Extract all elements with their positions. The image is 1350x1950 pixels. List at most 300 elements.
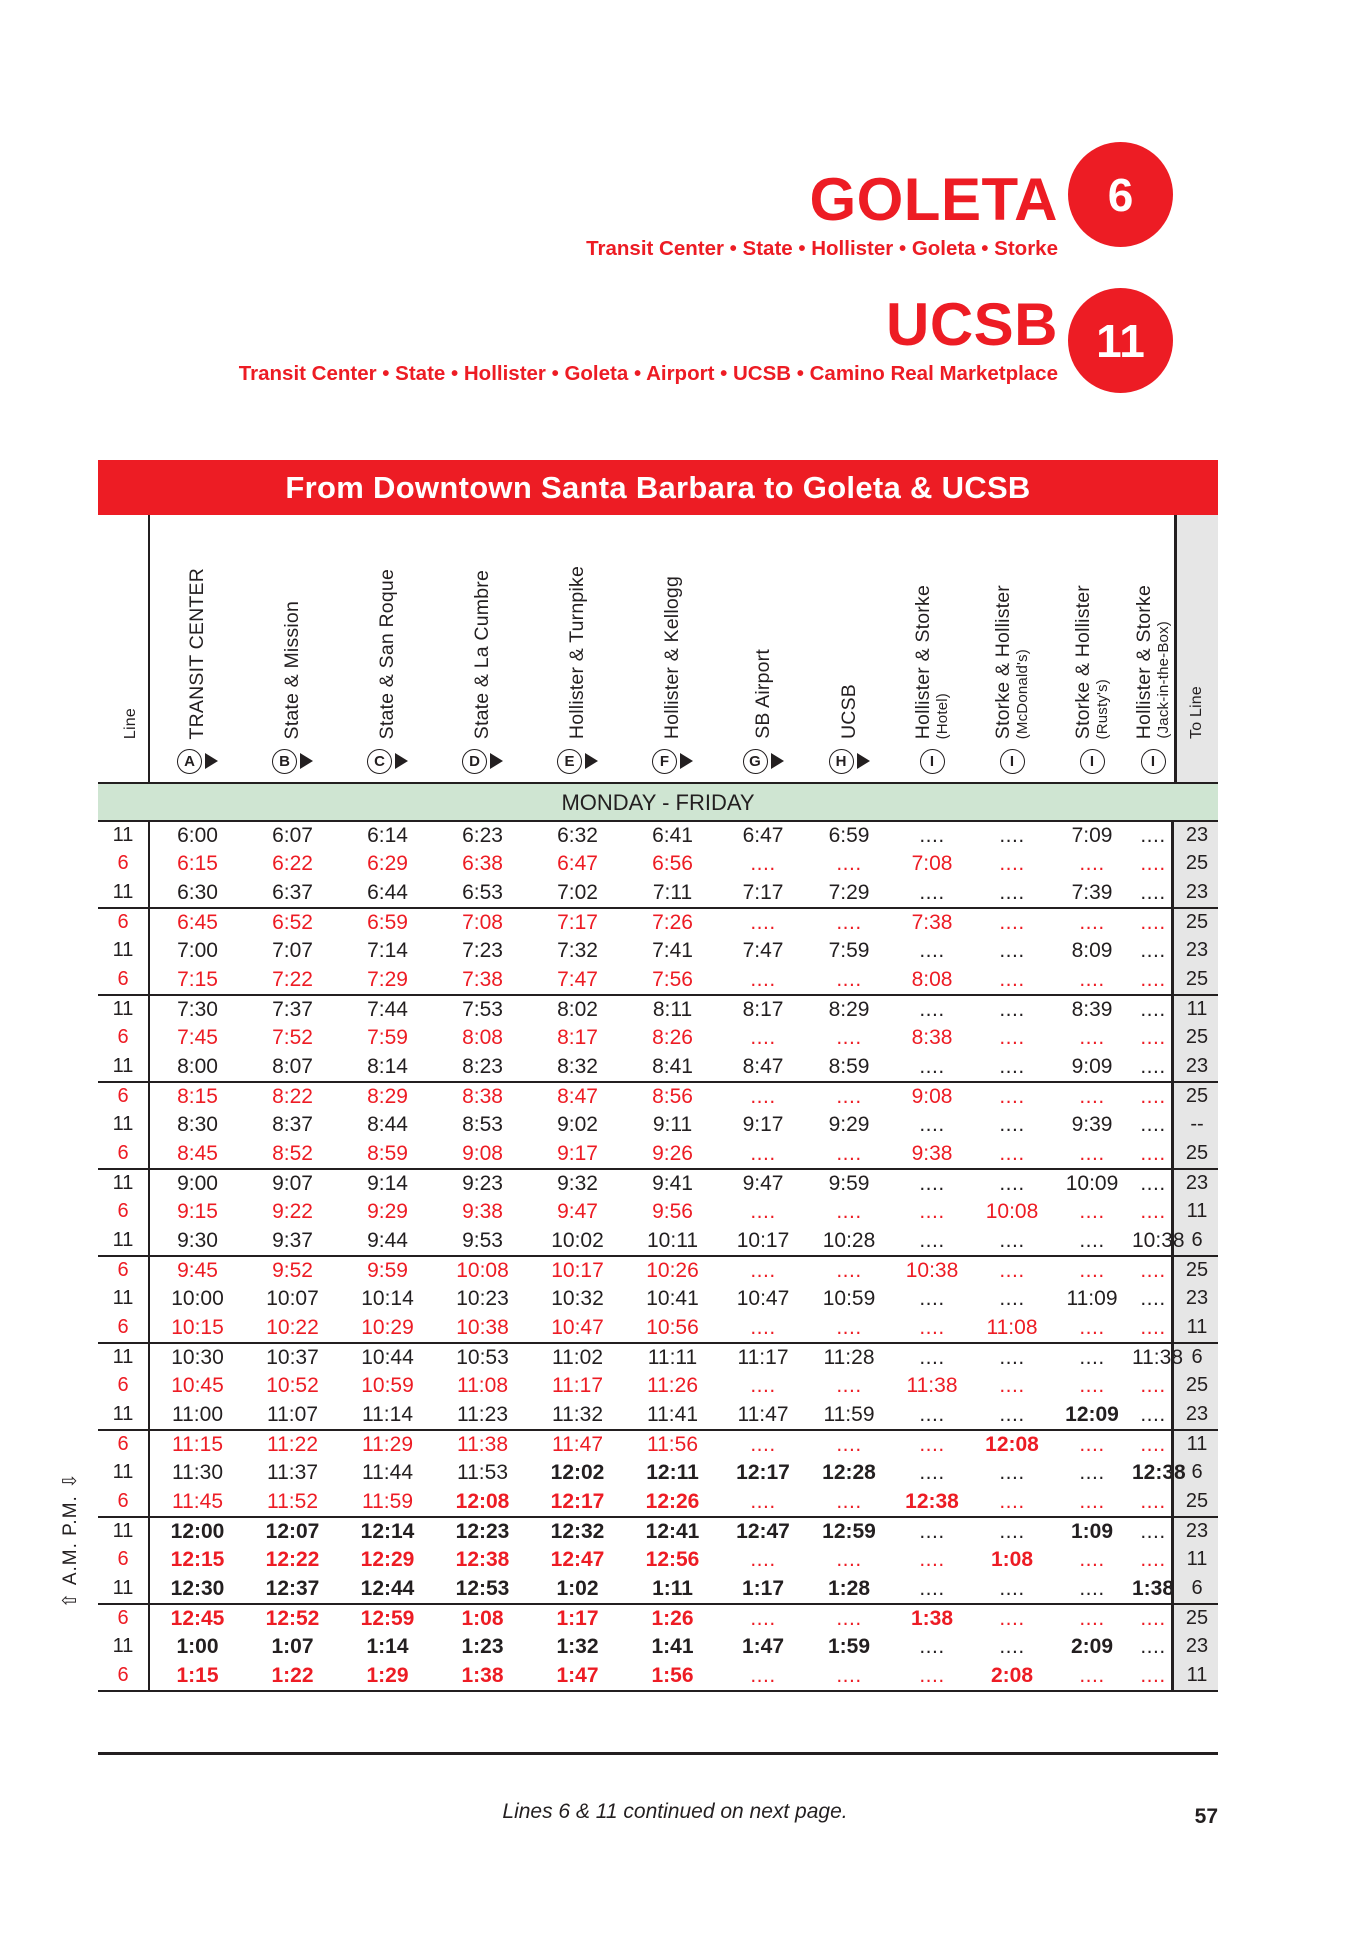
departure-time-cell: 1:14 [366,1635,409,1658]
row-line-number: 11 [112,1577,134,1599]
departure-time-cell: 1:28 [827,1577,871,1600]
departure-time-cell: 11:26 [647,1374,698,1397]
departure-time-cell: 8:59 [828,1055,870,1078]
column-header-label: Hollister & Kellogg [661,575,684,739]
departure-time-cell: 8:53 [462,1113,503,1136]
table-row [98,1632,1218,1661]
no-service-cell: .... [1140,1490,1166,1513]
no-service-cell: .... [1140,1664,1166,1687]
no-service-cell: .... [1140,1142,1166,1165]
row-line-number: 11 [112,1403,134,1425]
table-row [98,1487,1218,1516]
departure-time-cell: 9:38 [462,1200,503,1223]
row-to-line: 25 [1185,1026,1209,1048]
departure-time-cell: 1:17 [556,1607,599,1630]
departure-time-cell: 7:22 [272,968,313,991]
no-service-cell: .... [919,1403,945,1426]
no-service-cell: .... [919,824,945,847]
direction-arrow-icon [205,753,218,769]
column-header-label: Hollister & Turnpike [566,565,589,739]
page-header [0,0,1350,420]
departure-time-cell: 8:17 [557,1026,598,1049]
route-title-goleta: GOLETA [809,166,1058,233]
no-service-cell: .... [999,1520,1025,1543]
column-header-1 [245,515,340,739]
departure-time-cell: 7:52 [272,1026,313,1049]
departure-time-cell: 11:17 [737,1346,789,1369]
stop-letter-icon: C [367,749,392,774]
table-row [98,1458,1218,1487]
route-block-ucsb [60,291,1058,385]
row-line-number: 11 [112,998,134,1020]
departure-time-cell: 12:00 [170,1520,225,1543]
departure-time-cell: 12:29 [360,1548,415,1571]
departure-time-cell: 8:37 [272,1113,313,1136]
stop-marker-i-9 [972,743,1052,779]
departure-time-cell: 10:17 [736,1229,790,1252]
no-service-cell: .... [836,1548,862,1571]
departure-time-cell: 12:17 [550,1490,605,1513]
row-to-line: 25 [1185,852,1209,874]
no-service-cell: .... [1079,1229,1105,1252]
table-row [98,1603,1218,1632]
departure-time-cell: 10:30 [171,1346,224,1369]
departure-time-cell: 1:38 [910,1607,954,1630]
departure-time-cell: 10:26 [646,1259,699,1282]
row-to-line: 11 [1186,1200,1208,1222]
no-service-cell: .... [999,1055,1025,1078]
departure-time-cell: 8:02 [557,998,598,1021]
row-to-line: 11 [1186,1316,1208,1338]
no-service-cell: .... [999,911,1025,934]
table-banner: From Downtown Santa Barbara to Goleta & UCSB [98,460,1218,515]
table-row [98,1545,1218,1574]
column-header-4 [530,515,625,739]
column-header-0 [150,515,245,739]
no-service-cell: .... [1079,1461,1105,1484]
departure-time-cell: 1:23 [461,1635,504,1658]
column-header-label: State & Mission [281,600,304,739]
direction-arrow-icon [771,753,784,769]
departure-time-cell: 8:52 [272,1142,313,1165]
row-line-number: 6 [117,1142,129,1164]
stop-marker-i-11 [1132,743,1174,779]
departure-time-cell: 11:17 [552,1374,603,1397]
table-row [98,1052,1218,1081]
no-service-cell: .... [919,1316,945,1339]
row-line-number: 6 [117,1026,129,1048]
row-to-line: 11 [1186,1433,1208,1455]
departure-time-cell: 7:56 [652,968,693,991]
no-service-cell: .... [750,1374,776,1397]
departure-time-cell: 6:59 [828,824,870,847]
row-to-line: 25 [1185,911,1209,933]
departure-time-cell: 7:59 [367,1026,408,1049]
row-line-number: 6 [117,1200,129,1222]
column-header-2 [340,515,435,739]
departure-time-cell: 2:08 [990,1664,1034,1687]
row-to-line: 25 [1185,1490,1209,1512]
departure-time-cell: 7:38 [462,968,503,991]
departure-time-cell: 10:38 [1132,1229,1185,1252]
stop-letter-icon: H [829,749,854,774]
no-service-cell: .... [1079,1316,1105,1339]
no-service-cell: .... [836,1433,862,1456]
no-service-cell: .... [750,852,776,875]
row-line-number: 11 [112,824,134,846]
departure-time-cell: 7:02 [557,881,598,904]
departure-time-cell: 1:29 [366,1664,409,1687]
stop-marker-c-2 [340,743,435,779]
no-service-cell: .... [999,1172,1025,1195]
no-service-cell: .... [999,881,1025,904]
departure-time-cell: 1:22 [271,1664,314,1687]
column-header-sublabel: (Rusty's) [1093,678,1111,739]
direction-arrow-icon [300,753,313,769]
row-to-line: 25 [1185,1142,1209,1164]
no-service-cell: .... [999,852,1025,875]
row-to-line: 23 [1185,1287,1209,1309]
departure-time-cell: 10:22 [266,1316,319,1339]
column-header-label: Hollister & Storke [1133,584,1156,739]
departure-time-cell: 10:53 [456,1346,509,1369]
departure-time-cell: 10:47 [551,1316,604,1339]
departure-time-cell: 10:15 [171,1316,224,1339]
departure-time-cell: 1:09 [1070,1520,1114,1543]
departure-time-cell: 12:15 [170,1548,225,1571]
row-to-line: 6 [1191,1229,1203,1251]
no-service-cell: .... [1079,1607,1105,1630]
no-service-cell: .... [836,1142,862,1165]
no-service-cell: .... [999,1577,1025,1600]
stop-letter-icon: D [462,749,487,774]
departure-time-cell: 9:39 [1071,1113,1113,1136]
row-to-line: 25 [1185,1374,1209,1396]
departure-time-cell: 12:11 [646,1461,699,1484]
no-service-cell: .... [999,1346,1025,1369]
departure-time-cell: 9:30 [177,1229,218,1252]
departure-time-cell: 10:00 [171,1287,224,1310]
no-service-cell: .... [999,1113,1025,1136]
departure-time-cell: 11:15 [172,1433,223,1456]
no-service-cell: .... [1140,998,1166,1021]
departure-time-cell: 6:38 [462,852,503,875]
departure-time-cell: 11:08 [457,1374,508,1397]
table-row [98,1574,1218,1603]
no-service-cell: .... [1079,1548,1105,1571]
no-service-cell: .... [999,1287,1025,1310]
departure-time-cell: 7:47 [557,968,598,991]
departure-time-cell: 9:11 [652,1113,693,1136]
row-line-number: 6 [117,1548,129,1570]
arrow-down-icon: ⇩ [60,1471,81,1489]
stop-letter-icon: A [177,749,202,774]
footer-note: Lines 6 & 11 continued on next page. [502,1800,848,1823]
row-to-line: 6 [1191,1346,1203,1368]
departure-time-cell: 10:23 [456,1287,509,1310]
departure-time-cell: 8:44 [367,1113,408,1136]
departure-time-cell: 12:26 [645,1490,700,1513]
no-service-cell: .... [999,1026,1025,1049]
no-service-cell: .... [1079,1433,1105,1456]
row-line-number: 11 [112,1172,134,1194]
departure-time-cell: 8:09 [1071,939,1113,962]
table-row [98,1139,1218,1168]
departure-time-cell: 1:56 [651,1664,694,1687]
no-service-cell: .... [919,881,945,904]
departure-time-cell: 10:38 [905,1259,959,1282]
departure-time-cell: 7:11 [652,881,693,904]
stop-letter-icon: G [743,749,768,774]
departure-time-cell: 10:41 [646,1287,699,1310]
row-line-number: 11 [112,1113,134,1135]
direction-arrow-icon [395,753,408,769]
table-row [98,965,1218,994]
departure-time-cell: 11:59 [362,1490,413,1513]
departure-time-cell: 6:41 [652,824,693,847]
departure-time-cell: 7:39 [1071,881,1113,904]
departure-time-cell: 10:29 [361,1316,414,1339]
column-header-10 [1052,515,1132,739]
no-service-cell: .... [1140,852,1166,875]
column-header-sublabel: (McDonald's) [1013,648,1031,739]
no-service-cell: .... [1079,1200,1105,1223]
no-service-cell: .... [1079,1346,1105,1369]
row-to-line: 11 [1186,1664,1208,1686]
departure-time-cell: 8:47 [557,1085,598,1108]
departure-time-cell: 8:59 [367,1142,408,1165]
stop-marker-f-5 [625,743,720,779]
departure-time-cell: 11:02 [552,1346,603,1369]
no-service-cell: .... [919,1548,945,1571]
departure-time-cell: 6:30 [177,881,218,904]
departure-time-cell: 9:23 [462,1172,503,1195]
departure-time-cell: 10:28 [822,1229,876,1252]
departure-time-cell: 9:38 [911,1142,953,1165]
arrow-up-icon: ⇧ [60,1591,81,1609]
no-service-cell: .... [999,1374,1025,1397]
departure-time-cell: 9:07 [272,1172,313,1195]
departure-time-cell: 12:59 [822,1520,876,1543]
route-badge-6: 6 [1068,142,1173,247]
row-line-number: 6 [117,1607,129,1629]
no-service-cell: .... [836,1085,862,1108]
departure-time-cell: 11:56 [647,1433,698,1456]
departure-time-cell: 10:59 [822,1287,876,1310]
no-service-cell: .... [1079,968,1105,991]
departure-time-cell: 7:23 [462,939,503,962]
table-row [98,1255,1218,1284]
no-service-cell: .... [836,1026,862,1049]
row-to-line: 23 [1185,1520,1209,1542]
no-service-cell: .... [999,1461,1025,1484]
no-service-cell: .... [1140,1520,1166,1543]
no-service-cell: .... [750,1607,776,1630]
no-service-cell: .... [999,1607,1025,1630]
table-row [98,907,1218,936]
no-service-cell: .... [750,1490,776,1513]
departure-time-cell: 12:17 [736,1461,790,1484]
departure-time-cell: 12:28 [822,1461,876,1484]
departure-time-cell: 1:38 [461,1664,504,1687]
departure-time-cell: 9:02 [557,1113,598,1136]
no-service-cell: .... [919,998,945,1021]
table-row [98,1342,1218,1371]
departure-time-cell: 12:23 [455,1520,510,1543]
departure-time-cell: 1:26 [651,1607,694,1630]
departure-time-cell: 6:29 [367,852,408,875]
column-header-label: State & San Roque [376,568,399,739]
am-pm-side-label [54,1430,88,1650]
table-row [98,1197,1218,1226]
no-service-cell: .... [750,1259,776,1282]
row-line-number: 11 [112,1461,134,1483]
am-label: A.M. [60,1541,81,1585]
no-service-cell: .... [919,1433,945,1456]
no-service-cell: .... [836,852,862,875]
stop-marker-h-7 [806,743,892,779]
row-to-line: 23 [1185,1635,1209,1657]
departure-time-cell: 1:15 [176,1664,219,1687]
table-row [98,994,1218,1023]
column-header-line [114,515,148,739]
row-line-number: 6 [117,968,129,990]
departure-time-cell: 9:45 [177,1259,218,1282]
departure-time-cell: 1:00 [176,1635,219,1658]
no-service-cell: .... [919,1287,945,1310]
stop-marker-i-10 [1052,743,1132,779]
departure-time-cell: 1:02 [556,1577,599,1600]
day-band-label: MONDAY - FRIDAY [561,790,755,815]
departure-time-cell: 7:41 [652,939,693,962]
column-header-6 [720,515,806,739]
departure-time-cell: 10:14 [361,1287,414,1310]
departure-time-cell: 11:44 [362,1461,413,1484]
column-header-label: SB Airport [751,649,774,739]
row-to-line: 6 [1191,1577,1203,1599]
departure-time-cell: 6:07 [272,824,313,847]
departure-time-cell: 10:07 [266,1287,319,1310]
column-header-sublabel: (Hotel) [933,692,951,739]
departure-time-cell: 12:47 [550,1548,605,1571]
departure-time-cell: 8:17 [742,998,784,1021]
table-row [98,1284,1218,1313]
no-service-cell: .... [1140,1287,1166,1310]
no-service-cell: .... [1140,1316,1166,1339]
pm-label: P.M. [60,1495,81,1536]
departure-time-cell: 6:00 [177,824,218,847]
departure-time-cell: 10:32 [551,1287,604,1310]
no-service-cell: .... [750,1200,776,1223]
column-header-label: TRANSIT CENTER [186,567,209,739]
departure-time-cell: 1:07 [271,1635,314,1658]
departure-time-cell: 12:07 [265,1520,320,1543]
departure-time-cell: 9:47 [557,1200,598,1223]
am-pm-text [60,1472,82,1608]
departure-time-cell: 12:41 [645,1520,700,1543]
departure-time-cell: 12:59 [360,1607,415,1630]
departure-time-cell: 6:37 [272,881,313,904]
departure-time-cell: 11:38 [1132,1346,1183,1369]
departure-time-cell: 7:53 [462,998,503,1021]
table-row [98,1226,1218,1255]
column-header-toline-label: To Line [1187,686,1205,739]
column-header-label: State & La Cumbre [471,569,494,739]
no-service-cell: .... [999,1085,1025,1108]
no-service-cell: .... [999,1142,1025,1165]
row-line-number: 6 [117,1259,129,1281]
column-header-5 [625,515,720,739]
no-service-cell: .... [750,1026,776,1049]
departure-time-cell: 8:39 [1071,998,1113,1021]
route-subtitle-ucsb: Transit Center • State • Hollister • Goleta • Airport • UCSB • Camino Real Marketplace [238,362,1058,385]
no-service-cell: .... [836,1374,862,1397]
departure-time-cell: 10:47 [736,1287,790,1310]
no-service-cell: .... [999,939,1025,962]
departure-time-cell: 6:15 [177,852,218,875]
departure-time-cell: 12:52 [265,1607,320,1630]
departure-time-cell: 7:15 [177,968,218,991]
departure-time-cell: 6:14 [367,824,408,847]
departure-time-cell: 11:53 [457,1461,508,1484]
row-line-number: 11 [112,1346,134,1368]
no-service-cell: .... [836,1259,862,1282]
stop-marker-e-4 [530,743,625,779]
no-service-cell: .... [919,1200,945,1223]
table-row [98,1110,1218,1139]
departure-time-cell: 12:45 [170,1607,225,1630]
departure-time-cell: 8:29 [828,998,870,1021]
table-row [98,1313,1218,1342]
departure-time-cell: 12:32 [550,1520,605,1543]
departure-time-cell: 11:52 [267,1490,318,1513]
no-service-cell: .... [836,1316,862,1339]
route-badge-11: 11 [1068,288,1173,393]
departure-time-cell: 9:59 [367,1259,408,1282]
timetable-rows [98,820,1218,1690]
departure-time-cell: 10:52 [266,1374,319,1397]
departure-time-cell: 8:00 [177,1055,218,1078]
departure-time-cell: 8:45 [177,1142,218,1165]
departure-time-cell: 7:45 [177,1026,218,1049]
departure-time-cell: 11:00 [172,1403,223,1426]
no-service-cell: .... [750,1433,776,1456]
departure-time-cell: 7:59 [828,939,870,962]
no-service-cell: .... [1140,1085,1166,1108]
direction-arrow-icon [585,753,598,769]
departure-time-cell: 9:22 [272,1200,313,1223]
no-service-cell: .... [750,1664,776,1687]
departure-time-cell: 11:29 [362,1433,413,1456]
departure-time-cell: 9:17 [557,1142,598,1165]
no-service-cell: .... [750,911,776,934]
departure-time-cell: 6:56 [652,852,693,875]
column-header-label: Hollister & Storke [912,584,935,739]
no-service-cell: .... [1140,911,1166,934]
departure-time-cell: 8:23 [462,1055,503,1078]
no-service-cell: .... [1079,1664,1105,1687]
no-service-cell: .... [836,1607,862,1630]
departure-time-cell: 11:11 [647,1346,698,1369]
no-service-cell: .... [836,1490,862,1513]
column-header-11 [1132,515,1174,739]
departure-time-cell: 10:45 [171,1374,224,1397]
departure-time-cell: 11:47 [737,1403,789,1426]
column-headers [98,515,1218,782]
table-row [98,1516,1218,1545]
departure-time-cell: 9:37 [272,1229,313,1252]
departure-time-cell: 9:08 [911,1085,953,1108]
